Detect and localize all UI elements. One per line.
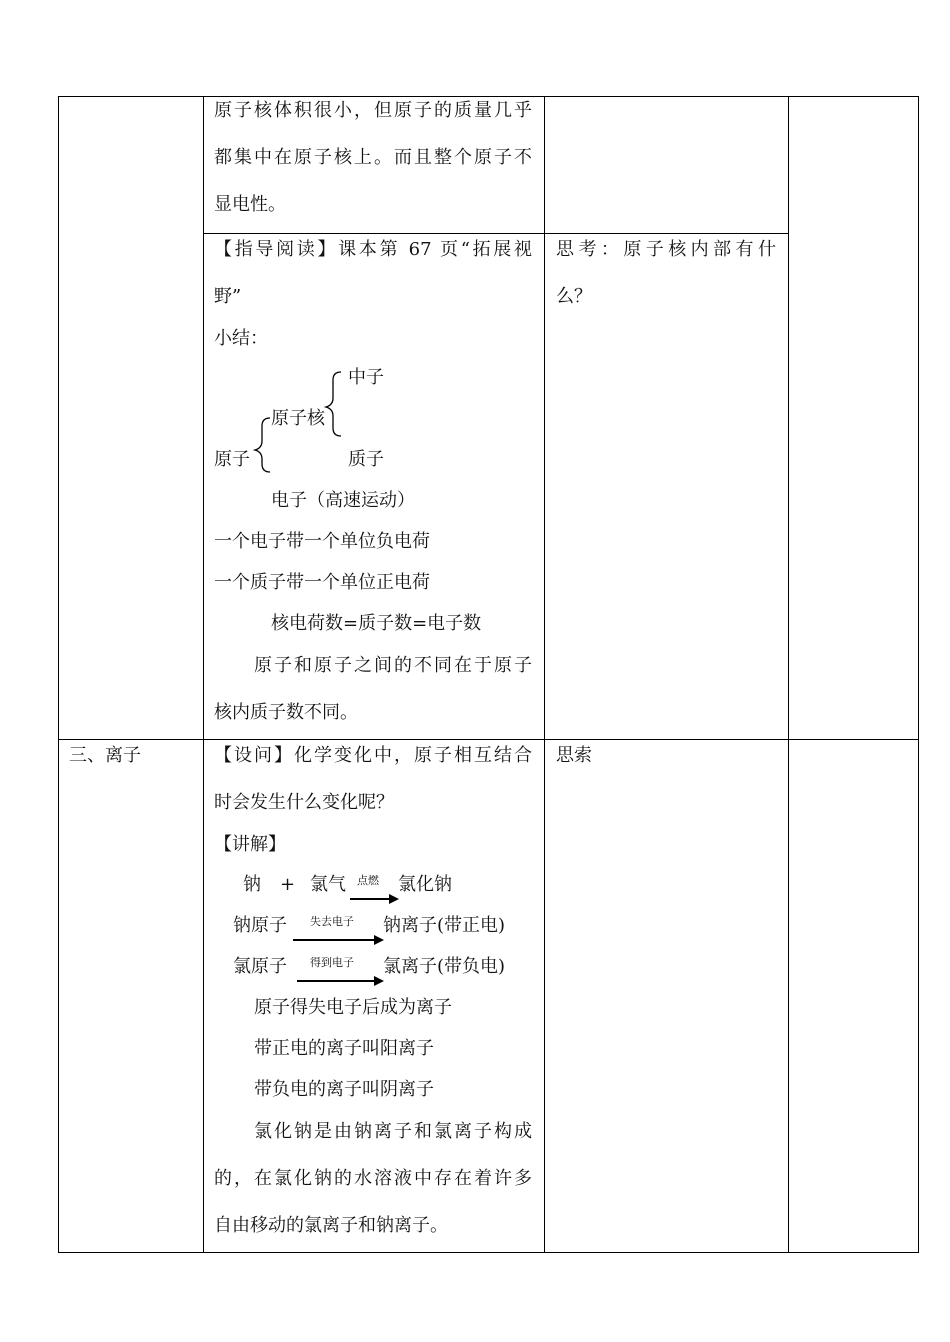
reaction1-sodium: 钠 bbox=[243, 874, 261, 895]
nacl-line1: 氯化钠是由钠离子和氯离子构成 bbox=[254, 1121, 532, 1142]
charge-equation: 核电荷数=质子数=电子数 bbox=[271, 613, 482, 634]
reaction1-arrow-line bbox=[350, 898, 390, 900]
think-question-line2: 么？ bbox=[556, 286, 592, 307]
row2-bottom-border bbox=[58, 739, 919, 740]
explain-label: 【讲解】 bbox=[214, 834, 286, 855]
reaction1-condition: 点燃 bbox=[357, 874, 379, 887]
row1-text-line1: 原子核体积很小，但原子的质量几乎 bbox=[214, 100, 532, 121]
table-bottom-border bbox=[58, 1252, 919, 1253]
row1-text-line2: 都集中在原子核上。而且整个原子不 bbox=[214, 147, 532, 168]
col3-right-border bbox=[788, 96, 789, 1253]
tree-electron: 电子（高速运动） bbox=[271, 490, 415, 511]
reaction3-right: 氯离子(带负电) bbox=[383, 956, 506, 977]
reaction2-arrow-line bbox=[293, 939, 375, 941]
col1-right-border bbox=[203, 96, 204, 1253]
tree-atom: 原子 bbox=[214, 449, 250, 470]
reaction1-plus: + bbox=[280, 874, 296, 895]
question-line1: 【设问】化学变化中，原子相互结合 bbox=[214, 745, 532, 766]
reaction3-left: 氯原子 bbox=[233, 956, 287, 977]
reaction2-left: 钠原子 bbox=[233, 915, 287, 936]
anion-definition: 带负电的离子叫阴离子 bbox=[254, 1079, 434, 1100]
row1-text-line3: 显电性。 bbox=[214, 194, 286, 215]
reaction3-arrow-line bbox=[297, 980, 375, 982]
proton-charge-text: 一个质子带一个单位正电荷 bbox=[214, 572, 430, 593]
guide-reading-line2: 野” bbox=[214, 286, 242, 307]
reaction3-condition: 得到电子 bbox=[310, 956, 354, 969]
question-line2: 时会发生什么变化呢？ bbox=[214, 792, 394, 813]
reaction1-chlorine: 氯气 bbox=[310, 874, 346, 895]
think-question-line1: 思考：原子核内部有什 bbox=[556, 239, 776, 260]
electron-charge-text: 一个电子带一个单位负电荷 bbox=[214, 531, 430, 552]
reaction2-right: 钠离子(带正电) bbox=[383, 915, 506, 936]
ponder-label: 思索 bbox=[556, 745, 592, 766]
section-title-ions: 三、离子 bbox=[69, 745, 141, 766]
difference-line1: 原子和原子之间的不同在于原子 bbox=[254, 655, 532, 676]
table-right-border bbox=[918, 96, 919, 1253]
table-top-border bbox=[58, 96, 919, 97]
tree-braces bbox=[240, 360, 350, 480]
row1-col2-bottom-border bbox=[203, 233, 544, 234]
guide-reading-line1: 【指导阅读】课本第 67 页“拓展视 bbox=[214, 239, 532, 260]
nucleus-brace bbox=[326, 372, 341, 436]
cation-definition: 带正电的离子叫阳离子 bbox=[254, 1038, 434, 1059]
summary-label: 小结： bbox=[214, 328, 268, 349]
tree-proton: 质子 bbox=[348, 449, 384, 470]
difference-line2: 核内质子数不同。 bbox=[214, 702, 358, 723]
ion-definition: 原子得失电子后成为离子 bbox=[254, 997, 452, 1018]
table-left-border bbox=[58, 96, 59, 1253]
tree-nucleus: 原子核 bbox=[271, 408, 325, 429]
reaction1-product: 氯化钠 bbox=[398, 874, 452, 895]
row1-bottom-border bbox=[544, 233, 788, 234]
nacl-line3: 自由移动的氯离子和钠离子。 bbox=[214, 1215, 448, 1236]
atom-brace bbox=[255, 418, 270, 472]
col2-right-border bbox=[544, 96, 545, 1253]
nacl-line2: 的，在氯化钠的水溶液中存在着许多 bbox=[214, 1168, 532, 1189]
tree-neutron: 中子 bbox=[348, 367, 384, 388]
reaction2-condition: 失去电子 bbox=[310, 915, 354, 928]
